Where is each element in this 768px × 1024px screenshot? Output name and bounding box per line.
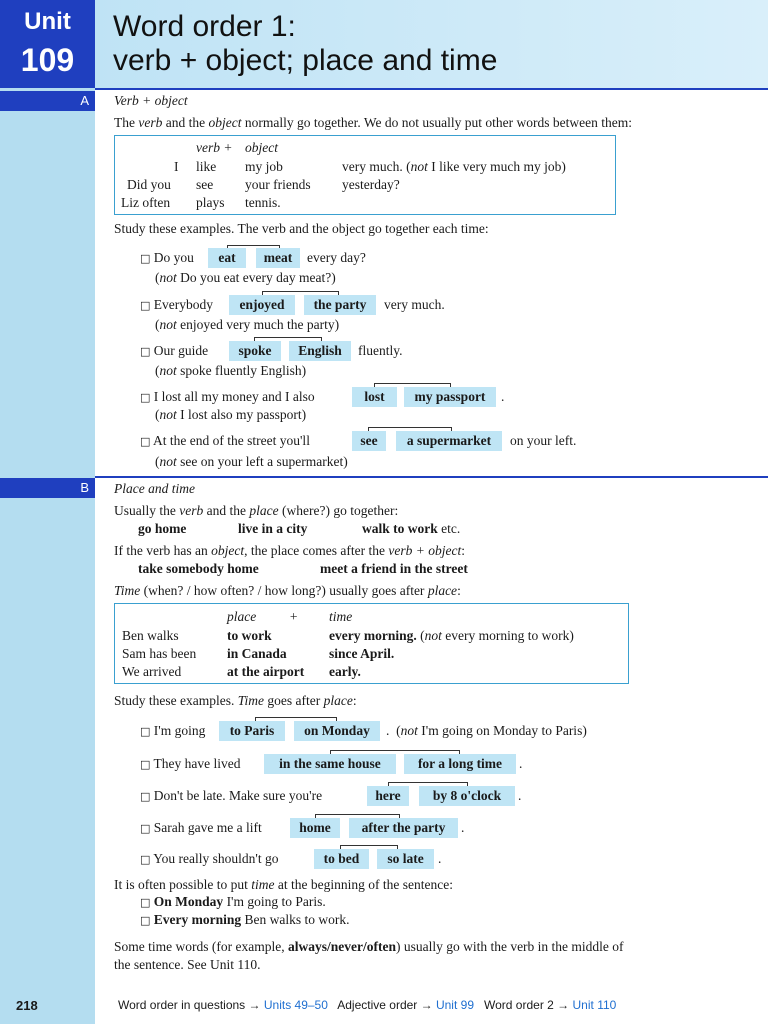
example-item: □ Sarah gave me a lift [140,820,262,835]
example-item: □ Every morning Ben walks to work. [140,912,350,927]
page-number: 218 [16,998,38,1013]
section-b-rule [95,476,768,478]
table-cell: tennis. [245,195,281,210]
checkbox-icon: □ [140,345,151,358]
table-cell: yesterday? [342,177,400,192]
example-item: □ Our guide [140,343,209,358]
checkbox-icon: □ [140,822,151,835]
highlight-place: to bed [314,849,369,869]
checkbox-icon: □ [140,391,151,404]
highlight-object: my passport [404,387,496,407]
table-cell: to work [227,628,272,643]
section-b-para5-end: the sentence. See Unit 110. [114,957,261,972]
table-cell: plays [196,195,225,210]
unit-word: Unit [24,8,71,35]
table-cell: my job [245,159,283,174]
example-text: . (not I'm going on Monday to Paris) [386,723,587,738]
highlight-object: a supermarket [396,431,502,451]
section-b-study: Study these examples. Time goes after place: [114,693,357,708]
example-item: □ They have lived [140,756,241,771]
example-text: . [501,389,505,404]
example-text: every day? [307,250,366,265]
checkbox-icon: □ [140,252,151,265]
highlight-verb: eat [208,248,246,268]
highlight-object: English [289,341,351,361]
example-item: □ Do you [140,250,194,265]
example-item: □ Everybody [140,297,214,312]
phrase-example: walk to work etc. [362,521,461,536]
table-cell: see [196,177,214,192]
checkbox-icon: □ [140,914,151,927]
example-text: . [519,756,523,771]
highlight-verb: see [352,431,386,451]
table-cell: Ben walks [122,628,179,643]
table-cell: early. [329,664,361,679]
checkbox-icon: □ [140,790,151,803]
verb-object-table [114,135,616,215]
example-note: (not I lost also my passport) [155,407,307,422]
checkbox-icon: □ [140,725,151,738]
table-cell: We arrived [122,664,182,679]
table-cell: every morning. (not every morning to work) [329,628,574,643]
highlight-place: to Paris [219,721,285,741]
table-cell: in Canada [227,646,287,661]
sidebar-strip [0,0,95,1024]
table-cell: very much. (not I like very much my job) [342,159,566,174]
section-b-para5: Some time words (for example, always/never/often) usually go with the verb in the middle of [114,939,624,954]
highlight-time: after the party [349,818,458,838]
table-head-time: time [329,609,353,624]
example-item: □ You really shouldn't go [140,851,279,866]
example-item: □ Don't be late. Make sure you're [140,788,323,803]
example-note: (not enjoyed very much the party) [155,317,340,332]
example-text: . [438,851,442,866]
example-item: □ I lost all my money and I also [140,389,315,404]
page-title-line1: Word order 1: [113,10,296,43]
table-head-verb: verb + [196,140,233,155]
section-a-study: Study these examples. The verb and the object go together each time: [114,221,489,236]
table-cell: at the airport [227,664,305,679]
cross-references [118,998,616,1012]
example-text: . [518,788,522,803]
checkbox-icon: □ [140,896,151,909]
highlight-time: so late [377,849,434,869]
page-title-line2: verb + object; place and time [113,44,498,77]
highlight-object: meat [256,248,300,268]
table-cell: your friends [245,177,311,192]
crossref-label: Word order 2 → [484,998,570,1012]
phrase-example: go home [138,521,187,536]
table-cell: Did you [127,177,171,192]
table-cell: Liz often [121,195,171,210]
checkbox-icon: □ [140,299,151,312]
example-note: (not see on your left a supermarket) [155,454,348,469]
highlight-verb: lost [352,387,397,407]
checkbox-icon: □ [140,758,151,771]
highlight-place: home [290,818,340,838]
section-b-para1: Usually the verb and the place (where?) go together: [114,503,399,518]
table-head-plus: + [289,609,299,624]
section-a-rule [95,88,768,90]
section-b-label: B [0,478,95,498]
unit-number: 109 [20,42,75,78]
example-note: (not spoke fluently English) [155,363,307,378]
section-a-heading: Verb + object [114,93,188,108]
place-time-table [114,603,629,684]
phrase-example: live in a city [238,521,308,536]
example-note: (not Do you eat every day meat?) [155,270,336,285]
phrase-example: take somebody home [138,561,259,576]
example-text: . [461,820,465,835]
highlight-time: by 8 o'clock [419,786,515,806]
example-text: fluently. [358,343,403,358]
table-cell: Sam has been [122,646,197,661]
highlight-verb: spoke [229,341,281,361]
checkbox-icon: □ [140,435,151,448]
page-header [95,0,768,88]
link-unit-110[interactable]: Unit 110 [572,998,617,1012]
crossref-label: Adjective order → [337,998,433,1012]
highlight-place: here [367,786,409,806]
section-b-para3: Time (when? / how often? / how long?) usually goes after place: [114,583,461,598]
example-item: □ At the end of the street you'll [140,433,310,448]
example-text: very much. [384,297,445,312]
table-head-object: object [245,140,278,155]
highlight-verb: enjoyed [229,295,295,315]
section-b-para2: If the verb has an object, the place comes after the verb + object: [114,543,466,558]
highlight-time: for a long time [404,754,516,774]
highlight-object: the party [304,295,376,315]
highlight-place: in the same house [264,754,396,774]
example-item: □ I'm going [140,723,206,738]
link-unit-99[interactable]: Unit 99 [435,998,474,1012]
phrase-example: meet a friend in the street [320,561,468,576]
example-item: □ On Monday I'm going to Paris. [140,894,326,909]
section-a-label: A [0,91,95,111]
section-a-intro: The verb and the object normally go together. We do not usually put other words between them: [114,115,632,130]
highlight-time: on Monday [294,721,380,741]
link-units-49-50[interactable]: Units 49–50 [263,998,328,1012]
crossref-label: Word order in questions → [118,998,261,1012]
table-cell: since April. [329,646,395,661]
section-b-heading: Place and time [114,481,195,496]
unit-label [0,0,95,88]
table-head-place: place [227,609,257,624]
example-text: on your left. [510,433,577,448]
table-cell: like [196,159,217,174]
table-cell: I [174,159,179,174]
checkbox-icon: □ [140,853,151,866]
section-b-para4: It is often possible to put time at the beginning of the sentence: [114,877,453,892]
